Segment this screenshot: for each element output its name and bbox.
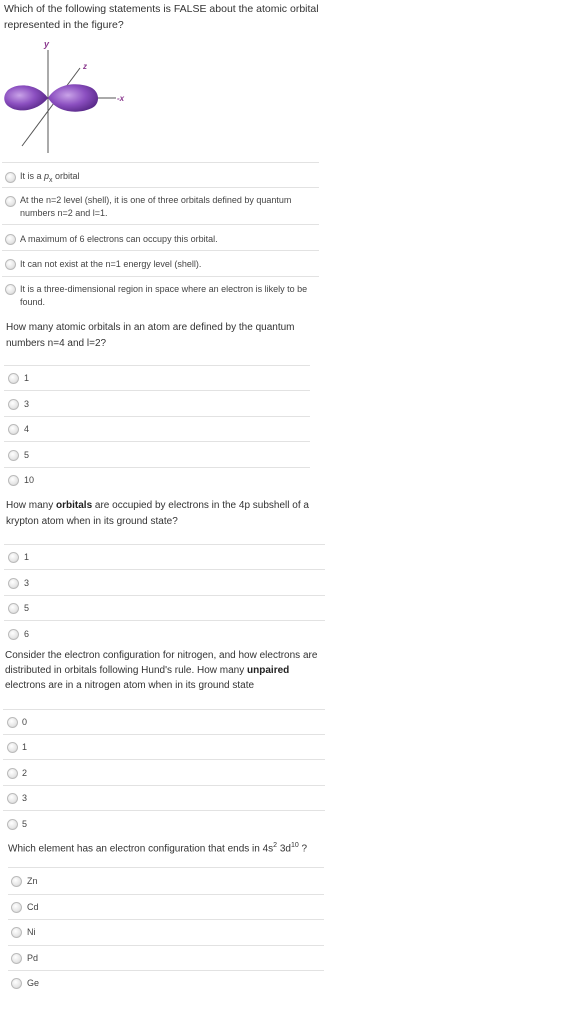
- radio-button[interactable]: [5, 234, 16, 245]
- divider: [3, 759, 325, 760]
- q3-option-1-label: 1: [24, 552, 30, 562]
- question-4-line-2: distributed in orbitals following Hund's rule. How many unpaired: [5, 665, 290, 676]
- divider: [4, 365, 310, 366]
- divider: [8, 894, 324, 895]
- q3-option-4-label: 6: [24, 629, 30, 639]
- radio-button[interactable]: [5, 259, 16, 270]
- question-3-text: [6, 498, 309, 530]
- question-2-line-2: numbers n=4 and l=2?: [6, 338, 107, 349]
- q5-option-3-label: Ni: [27, 927, 36, 937]
- radio-button[interactable]: [5, 284, 16, 295]
- divider: [4, 569, 325, 570]
- q3-option-3-label: 5: [24, 603, 30, 613]
- q5-option-2-label: Cd: [27, 902, 39, 912]
- radio-button[interactable]: [8, 399, 19, 410]
- divider: [4, 416, 310, 417]
- orbital-lobe-right: [48, 84, 98, 111]
- radio-button[interactable]: [7, 819, 18, 830]
- q1-option-5-line-2: found.: [20, 297, 46, 307]
- radio-button[interactable]: [8, 373, 19, 384]
- radio-button[interactable]: [11, 902, 22, 913]
- radio-button[interactable]: [11, 927, 22, 938]
- q2-option-2-label: 3: [24, 399, 30, 409]
- divider: [2, 276, 319, 277]
- axis-label-z: z: [83, 62, 87, 71]
- axis-label-x: -x: [117, 94, 125, 103]
- divider: [3, 785, 325, 786]
- q1-option-4-label: It can not exist at the n=1 energy level (shell).: [20, 259, 202, 269]
- q2-option-5-label: 10: [24, 475, 35, 485]
- q5-option-4-label: Pd: [27, 953, 39, 963]
- divider: [4, 620, 325, 621]
- q4-option-4-label: 3: [22, 793, 28, 803]
- q3-option-2-label: 3: [24, 578, 30, 588]
- radio-button[interactable]: [5, 196, 16, 207]
- q4-option-1-label: 0: [22, 717, 28, 727]
- divider: [8, 867, 324, 868]
- radio-button[interactable]: [11, 876, 22, 887]
- q1-option-2-line-1: At the n=2 level (shell), it is one of three orbitals defined by quantum: [20, 195, 292, 205]
- divider: [3, 734, 325, 735]
- divider: [3, 810, 325, 811]
- radio-button[interactable]: [8, 424, 19, 435]
- divider: [8, 945, 324, 946]
- question-2-line-1: How many atomic orbitals in an atom are defined by the quantum: [6, 322, 295, 333]
- radio-button[interactable]: [8, 603, 19, 614]
- divider: [4, 390, 310, 391]
- axis-label-y: y: [44, 39, 50, 49]
- radio-button[interactable]: [7, 717, 18, 728]
- radio-button[interactable]: [8, 629, 19, 640]
- radio-button[interactable]: [11, 978, 22, 989]
- q1-option-2-line-2: numbers n=2 and l=1.: [20, 208, 108, 218]
- question-3-line-1: How many orbitals are occupied by electrons in the 4p subshell of a: [6, 500, 309, 511]
- q2-option-4-label: 5: [24, 450, 30, 460]
- divider: [8, 919, 324, 920]
- q5-option-5-label: Ge: [27, 978, 40, 988]
- q4-option-2-label: 1: [22, 742, 28, 752]
- divider: [4, 544, 325, 545]
- q2-option-1-label: 1: [24, 373, 30, 383]
- question-4-line-3: electrons are in a nitrogen atom when in its ground state: [5, 680, 255, 691]
- question-1-line-2: represented in the figure?: [4, 19, 124, 31]
- question-1-text: [4, 1, 319, 33]
- divider: [3, 709, 325, 710]
- orbital-lobe-left: [4, 85, 48, 110]
- divider: [4, 467, 310, 468]
- q4-option-3-label: 2: [22, 768, 28, 778]
- radio-button[interactable]: [7, 793, 18, 804]
- divider: [2, 162, 319, 163]
- question-3-line-2: krypton atom when in its ground state?: [6, 516, 178, 527]
- q2-option-3-label: 4: [24, 424, 30, 434]
- question-4-text: [5, 648, 317, 693]
- question-2-text: [6, 320, 295, 352]
- q4-option-5-label: 5: [22, 819, 28, 829]
- divider: [2, 224, 319, 225]
- radio-button[interactable]: [8, 552, 19, 563]
- question-4-line-1: Consider the electron configuration for nitrogen, and how electrons are: [5, 650, 318, 661]
- q5-option-1-label: Zn: [27, 876, 38, 886]
- radio-button[interactable]: [8, 450, 19, 461]
- divider: [4, 595, 325, 596]
- q1-option-3-label: A maximum of 6 electrons can occupy this orbital.: [20, 234, 218, 244]
- question-1-line-1: Which of the following statements is FALSE about the atomic orbital: [4, 3, 319, 15]
- radio-button[interactable]: [5, 172, 16, 183]
- radio-button[interactable]: [7, 768, 18, 779]
- divider: [2, 250, 319, 251]
- radio-button[interactable]: [11, 953, 22, 964]
- radio-button[interactable]: [7, 742, 18, 753]
- radio-button[interactable]: [8, 475, 19, 486]
- divider: [8, 970, 324, 971]
- p-orbital-figure: [0, 38, 140, 163]
- q1-option-1-label: It is a $p_x$ orbital: [20, 171, 80, 184]
- divider: [2, 187, 319, 188]
- question-5-text: Which element has an electron configuration that ends in $4s^2$ $3d^{10}$ ?: [8, 842, 308, 855]
- q1-option-5-line-1: It is a three-dimensional region in space where an electron is likely to be: [20, 284, 308, 294]
- divider: [4, 441, 310, 442]
- radio-button[interactable]: [8, 578, 19, 589]
